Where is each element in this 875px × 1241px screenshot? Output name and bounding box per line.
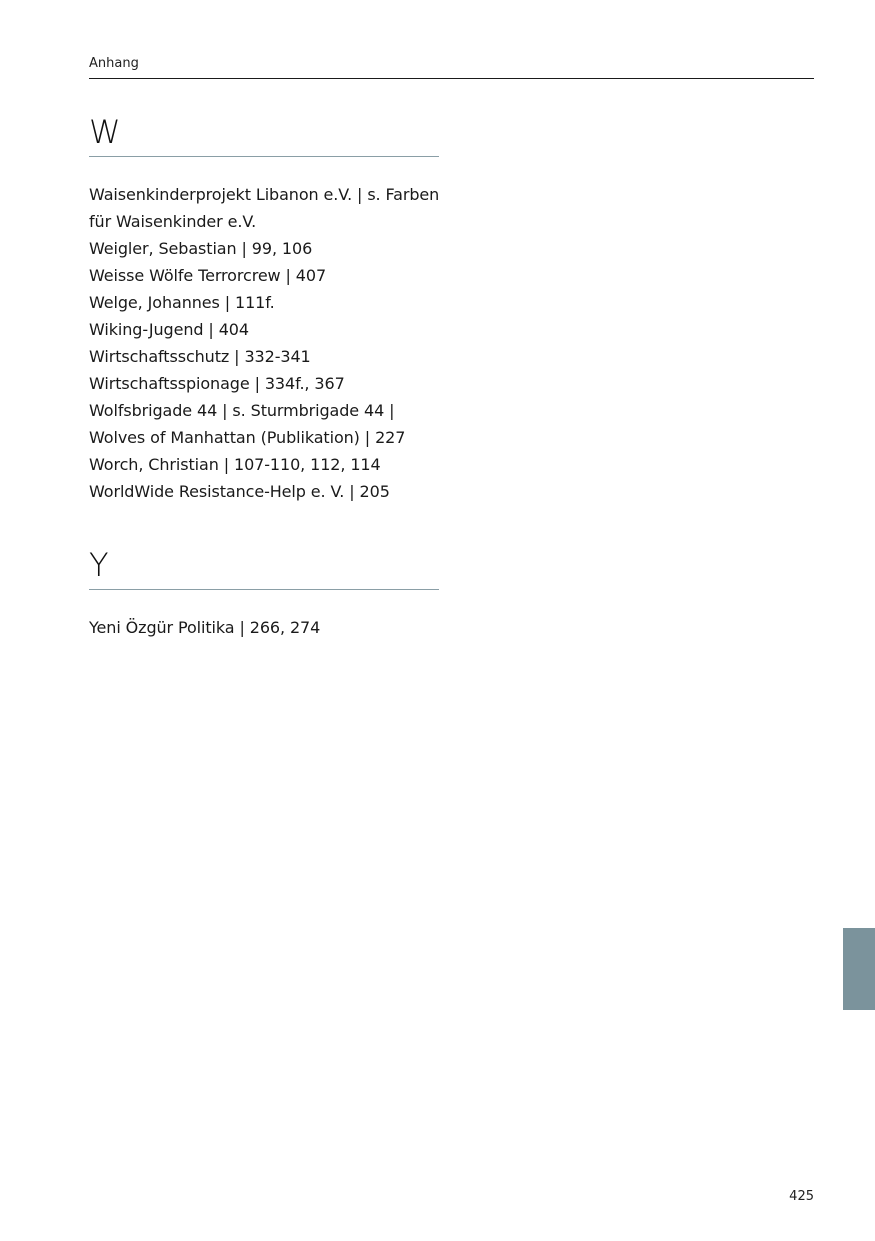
index-entry-list	[89, 181, 439, 505]
index-entry-list	[89, 614, 439, 641]
index-section-y	[89, 545, 439, 641]
section-letter: W	[89, 113, 121, 151]
chapter-thumb-tab	[843, 928, 875, 1010]
header-rule	[89, 78, 814, 79]
index-section-w	[89, 112, 439, 505]
index-entry: Wirtschaftsschutz | 332-341	[89, 347, 311, 366]
section-rule	[89, 156, 439, 157]
index-entry: Yeni Özgür Politika | 266, 274	[89, 618, 321, 637]
index-entry: Wolfsbrigade 44 | s. Sturmbrigade 44 |	[89, 401, 395, 420]
index-entry: Wirtschaftsspionage | 334f., 367	[89, 374, 345, 393]
index-entry: Welge, Johannes | 111f.	[89, 293, 275, 312]
index-entry: Wolves of Manhattan (Publikation) | 227	[89, 428, 406, 447]
index-entry: Worch, Christian | 107-110, 112, 114	[89, 455, 381, 474]
index-entry: WorldWide Resistance-Help e. V. | 205	[89, 482, 390, 501]
index-entry: Weisse Wölfe Terrorcrew | 407	[89, 266, 327, 285]
index-entry: für Waisenkinder e.V.	[89, 212, 257, 231]
running-head: Anhang	[89, 56, 139, 71]
index-entry: Weigler, Sebastian | 99, 106	[89, 239, 313, 258]
page-number: 425	[789, 1189, 814, 1204]
index-entry: Waisenkinderprojekt Libanon e.V. | s. Farben	[89, 185, 440, 204]
section-letter: Y	[89, 546, 109, 584]
index-entry: Wiking-Jugend | 404	[89, 320, 249, 339]
section-rule	[89, 589, 439, 590]
